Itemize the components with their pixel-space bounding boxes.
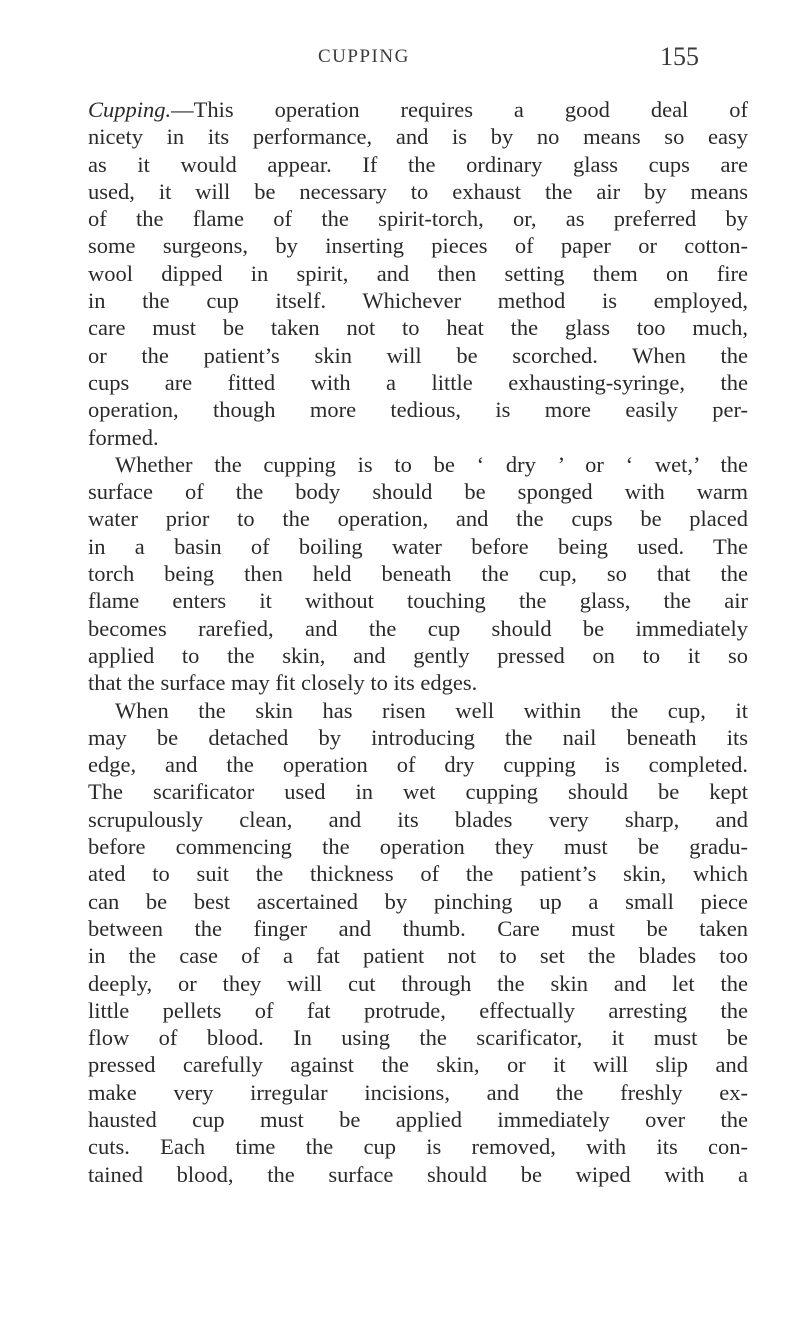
text-line: in the cup itself. Whichever method is employed,: [88, 288, 748, 314]
text-line: can be best ascertained by pinching up a small piece: [88, 888, 748, 914]
text-line: in the case of a fat patient not to set the blades too: [88, 943, 748, 969]
text-line: may be detached by introducing the nail beneath its: [88, 724, 748, 750]
page-number: 155: [660, 42, 699, 71]
text-line: ated to suit the thickness of the patient’s skin, which: [88, 861, 748, 887]
text-line: flow of blood. In using the scarificator, it must be: [88, 1025, 748, 1051]
text-line: edge, and the operation of dry cupping is completed.: [88, 752, 748, 778]
text-line: nicety in its performance, and is by no means so easy: [88, 124, 748, 150]
text-line: operation, though more tedious, is more easily per-: [88, 397, 748, 423]
text-line: water prior to the operation, and the cups be placed: [88, 506, 748, 532]
text-line: make very irregular incisions, and the freshly ex-: [88, 1079, 748, 1105]
text-line: some surgeons, by inserting pieces of paper or cotton-: [88, 233, 748, 259]
section-lead-in: Cupping.: [88, 97, 172, 122]
text-line: before commencing the operation they must be gradu-: [88, 834, 748, 860]
text-line: between the finger and thumb. Care must be taken: [88, 915, 748, 941]
text-line: tained blood, the surface should be wiped with a: [88, 1161, 748, 1187]
text-line: formed.: [88, 424, 159, 450]
text-line: becomes rarefied, and the cup should be immediately: [88, 615, 748, 641]
text-line: The scarificator used in wet cupping should be kept: [88, 779, 748, 805]
text-line: cuts. Each time the cup is removed, with its con-: [88, 1134, 748, 1160]
text-line: When the skin has risen well within the cup, it: [115, 697, 748, 723]
text-line: applied to the skin, and gently pressed on to it so: [88, 642, 748, 668]
text-line: scrupulously clean, and its blades very sharp, and: [88, 806, 748, 832]
text-line: care must be taken not to heat the glass too much,: [88, 315, 748, 341]
text-line: of the flame of the spirit-torch, or, as preferred by: [88, 206, 748, 232]
text-line: surface of the body should be sponged with warm: [88, 479, 748, 505]
text-line: in a basin of boiling water before being used. The: [88, 533, 748, 559]
text-line: hausted cup must be applied immediately over the: [88, 1106, 748, 1132]
text-line: Cupping.—This operation requires a good deal of: [88, 97, 748, 122]
text-line: used, it will be necessary to exhaust the air by means: [88, 178, 748, 204]
text-line: deeply, or they will cut through the skin and let the: [88, 970, 748, 996]
text-line: as it would appear. If the ordinary glass cups are: [88, 151, 748, 177]
text-line: or the patient’s skin will be scorched. When the: [88, 342, 748, 368]
text-line: that the surface may fit closely to its edges.: [88, 670, 478, 696]
text-line: cups are fitted with a little exhausting-syringe, the: [88, 369, 748, 395]
running-title: CUPPING: [318, 46, 410, 67]
text-line: flame enters it without touching the glass, the air: [88, 588, 748, 614]
body-text: [88, 96, 748, 1188]
text-line: pressed carefully against the skin, or it will slip and: [88, 1052, 748, 1078]
text-line: Whether the cupping is to be ‘ dry ’ or ‘ wet,’ the: [115, 451, 748, 477]
text-line: torch being then held beneath the cup, so that the: [88, 561, 748, 587]
text-line: wool dipped in spirit, and then setting them on fire: [88, 260, 748, 286]
text-line: little pellets of fat protrude, effectually arresting the: [88, 997, 748, 1023]
